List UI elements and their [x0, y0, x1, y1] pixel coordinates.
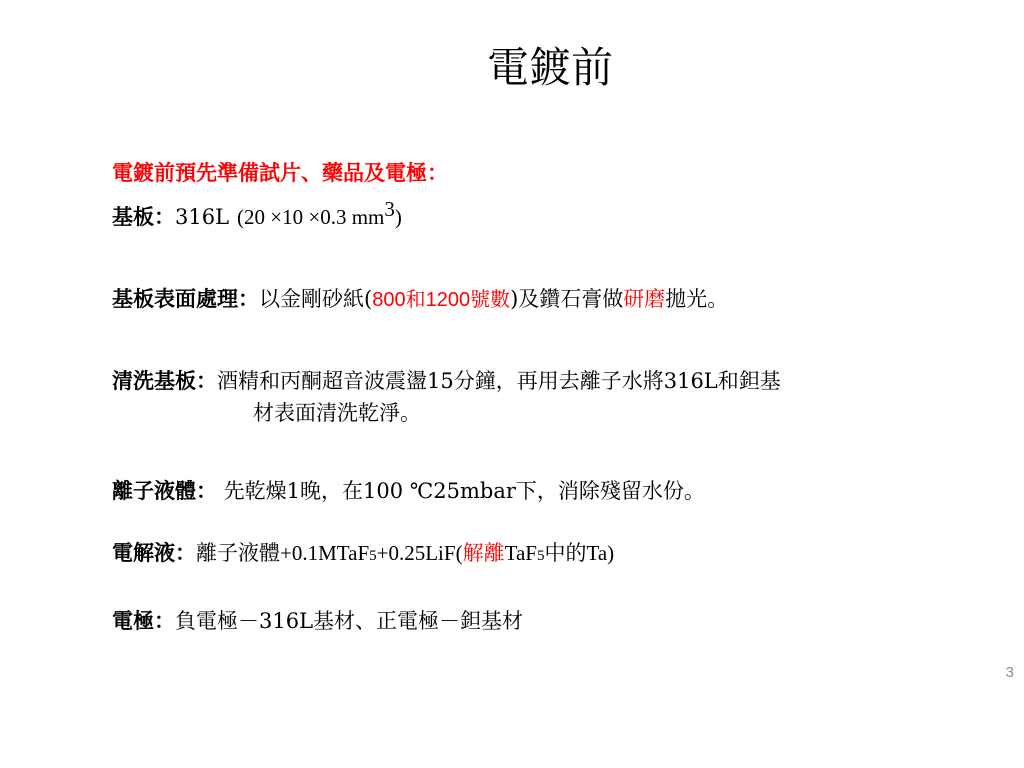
surface-text-c: 拋光。	[665, 287, 729, 311]
electrolyte-sub1: 5	[369, 548, 377, 564]
electrolyte-text-d: TaF	[504, 541, 537, 565]
substrate-line	[112, 197, 402, 232]
surface-text-a: 以金剛砂紙(	[259, 287, 373, 311]
clean-line	[112, 366, 781, 396]
electrode-text: 負電極－316L基材、正電極－鉭基材	[175, 609, 524, 633]
slide-title: 電鍍前	[486, 43, 613, 92]
surface-text-b: )及鑽石膏做	[510, 287, 624, 311]
ionic-liquid-text: 先乾燥1晚，在100 ℃25mbar下，消除殘留水份。	[217, 479, 705, 503]
substrate-close: )	[394, 205, 402, 229]
electrolyte-line	[112, 538, 614, 571]
substrate-label: 基板：	[112, 204, 175, 229]
surface-line	[112, 284, 728, 315]
electrolyte-text-e: 中的	[544, 541, 587, 565]
clean-text-line1: 酒精和丙酮超音波震盪15分鐘，再用去離子水將316L和鉭基	[217, 369, 781, 393]
surface-grinding: 研磨	[623, 287, 666, 311]
clean-text-line2: 材表面清洗乾淨。	[253, 401, 421, 425]
surface-label: 基板表面處理：	[112, 286, 259, 311]
electrolyte-dissociation: 解離	[462, 541, 505, 565]
ionic-liquid-label: 離子液體：	[112, 478, 217, 503]
electrolyte-text-a: 離子液體	[196, 541, 280, 565]
electrode-label: 電極：	[112, 608, 175, 633]
surface-grit-numbers: 800和1200號數	[372, 289, 511, 311]
electrolyte-text-b: +0.1MTaF	[280, 541, 370, 565]
page-number: 3	[1005, 664, 1014, 681]
substrate-dimensions: (20 ×10 ×0.3 mm	[237, 205, 385, 229]
electrolyte-sub2: 5	[536, 548, 545, 564]
electrolyte-label: 電解液：	[112, 540, 196, 565]
electrolyte-text-f: Ta)	[586, 541, 615, 565]
electrolyte-text-c: +0.25LiF(	[376, 541, 463, 565]
substrate-superscript: 3	[384, 197, 395, 221]
prep-heading: 電鍍前預先準備試片、藥品及電極：	[112, 160, 448, 185]
ionic-liquid-line	[112, 476, 705, 506]
substrate-material: 316L	[175, 205, 230, 229]
electrode-line	[112, 606, 523, 636]
clean-label: 清洗基板：	[112, 368, 217, 393]
